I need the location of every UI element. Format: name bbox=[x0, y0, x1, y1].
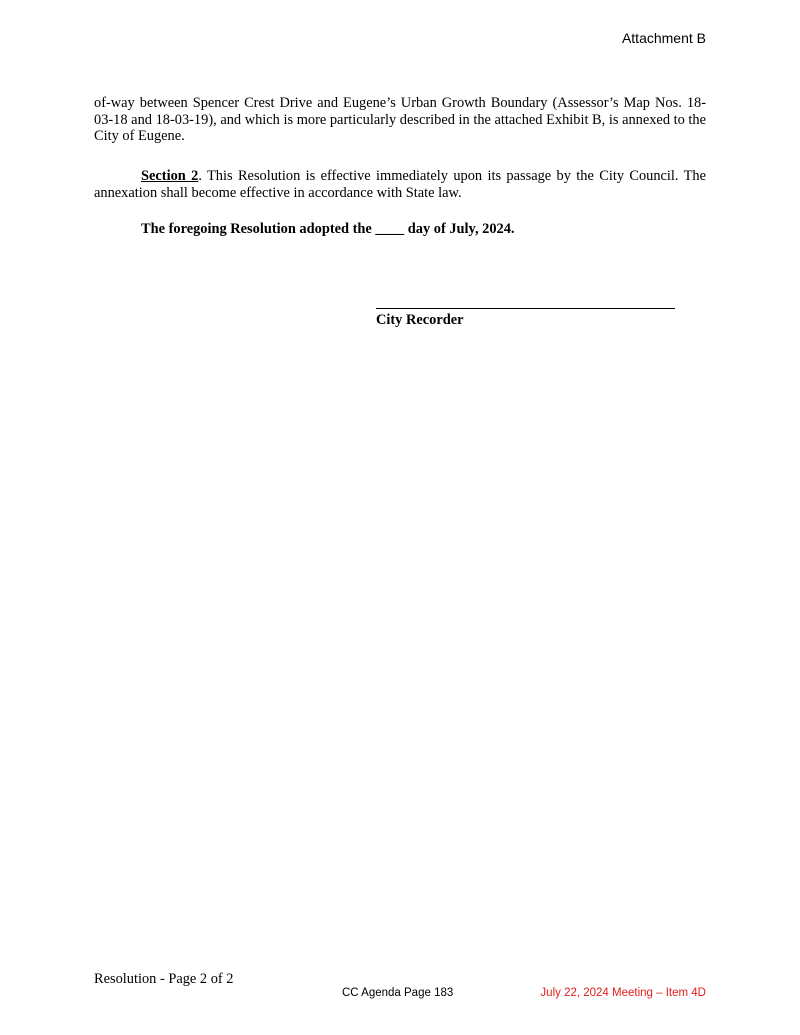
adoption-statement: The foregoing Resolution adopted the ____ day of July, 2024. bbox=[141, 221, 515, 237]
section-2-text: . This Resolution is effective immediately upon its passage by the City Council. The annexation shall become effective in accordance with State law. bbox=[94, 168, 706, 201]
footer-meeting-info: July 22, 2024 Meeting – Item 4D bbox=[540, 987, 706, 999]
body-paragraph-annexation: of-way between Spencer Crest Drive and Eugene’s Urban Growth Boundary (Assessor’s Map Nos. 18-03-18 and 18-03-19), and which is more particularly described in the attached Exhibit B, is annexed to the City of Eugene. bbox=[94, 95, 706, 144]
footer-page-label: Resolution - Page 2 of 2 bbox=[94, 971, 234, 987]
footer-agenda-page: CC Agenda Page 183 bbox=[342, 987, 454, 999]
signature-line bbox=[376, 308, 675, 309]
attachment-label: Attachment B bbox=[621, 30, 706, 46]
section-2-paragraph bbox=[94, 168, 706, 201]
section-2-label: Section 2 bbox=[141, 168, 199, 184]
signature-title: City Recorder bbox=[376, 312, 464, 328]
